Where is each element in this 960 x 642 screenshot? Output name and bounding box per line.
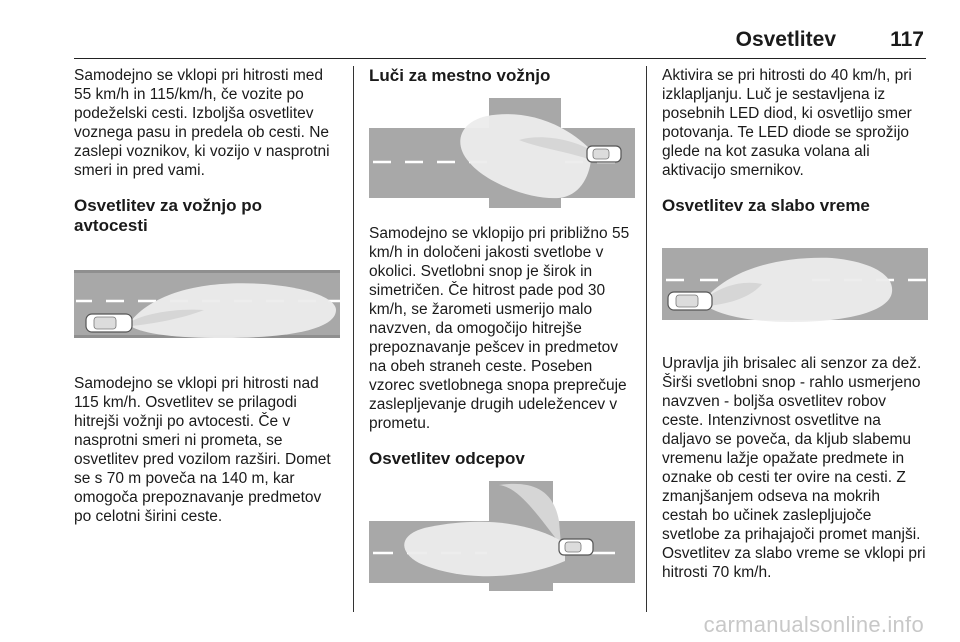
column-1 xyxy=(74,66,340,526)
town-light-heading: Luči za mestno vožnjo xyxy=(369,66,551,85)
bad-weather-light-text: Upravlja jih brisalec ali senzor za dež. Širši svetlobni snop - rahlo usmerjeno navzven - boljša osvetlitev robov ceste. Intenzivnost osvetlitve na daljavo se poveča, da kljub slabemu vremenu lažje opažate predmete in oznake ob cesti ter ovire na cesti. Z zmanjšanjem odseva na mokrih cestah bo učinek zaslepljujoče svetlobe za prihajajoči promet manjši. Osvetlitev za slabo vreme se vklopi pri hitrosti 70 km/h. xyxy=(662,355,926,581)
town-light-text: Samodejno se vklopijo pri približno 55 km/h in določeni jakosti svetlobe v okolici. Svetlobni snop je širok in simetričen. Če hitrost pade pod 30 km/h, se žarometi usmerijo malo navzven, da omogočijo hitrejše prepoznavanje pešcev in predmetov na obeh straneh ceste. Poseben vzorec svetlobnega snopa preprečuje zaslepljevanje drugih udeležencev v prometu. xyxy=(369,225,630,432)
column-3 xyxy=(662,66,928,582)
turning-light-text: Aktivira se pri hitrosti do 40 km/h, pri izklapljanju. Luč je sestavljena iz posebnih LED diod, ki osvetlijo smer potovanja. Te LED diode se sprožijo glede na kot zasuka volana ali aktivacijo smernikov. xyxy=(662,67,912,179)
bad-weather-light-illustration xyxy=(662,228,928,338)
page-title: Osvetlitev xyxy=(735,28,836,51)
watermark: carmanualsonline.info xyxy=(703,612,924,637)
turning-light-heading: Osvetlitev odcepov xyxy=(369,449,525,468)
motorway-light-heading: Osvetlitev za vožnjo po avtocesti xyxy=(74,196,262,235)
country-road-text: Samodejno se vklopi pri hitrosti med 55 km/h in 115/km/h, če vozite po podeželski cesti. Izboljša osvetlitev voznega pasu in predela ob cesti. Ne zaslepi voznikov, ki vozijo v nasprotni smeri in pred vami. xyxy=(74,67,330,179)
column-2 xyxy=(369,66,635,591)
page-header xyxy=(74,22,926,59)
bad-weather-light-heading: Osvetlitev za slabo vreme xyxy=(662,196,870,215)
column-divider xyxy=(353,66,354,612)
turning-light-illustration xyxy=(369,481,635,591)
column-divider xyxy=(646,66,647,612)
page-number: 117 xyxy=(890,28,924,51)
town-light-illustration xyxy=(369,98,635,208)
motorway-light-illustration xyxy=(74,248,340,358)
motorway-light-text: Samodejno se vklopi pri hitrosti nad 115 km/h. Osvetlitev se prilagodi hitrejši vožnji po avtocesti. Če v nasprotni smeri ni prometa, se osvetlitev pred vozilom razširi. Domet se s 70 m poveča na 140 m, kar omogoča prepoznavanje predmetov po celotni širini ceste. xyxy=(74,375,331,525)
